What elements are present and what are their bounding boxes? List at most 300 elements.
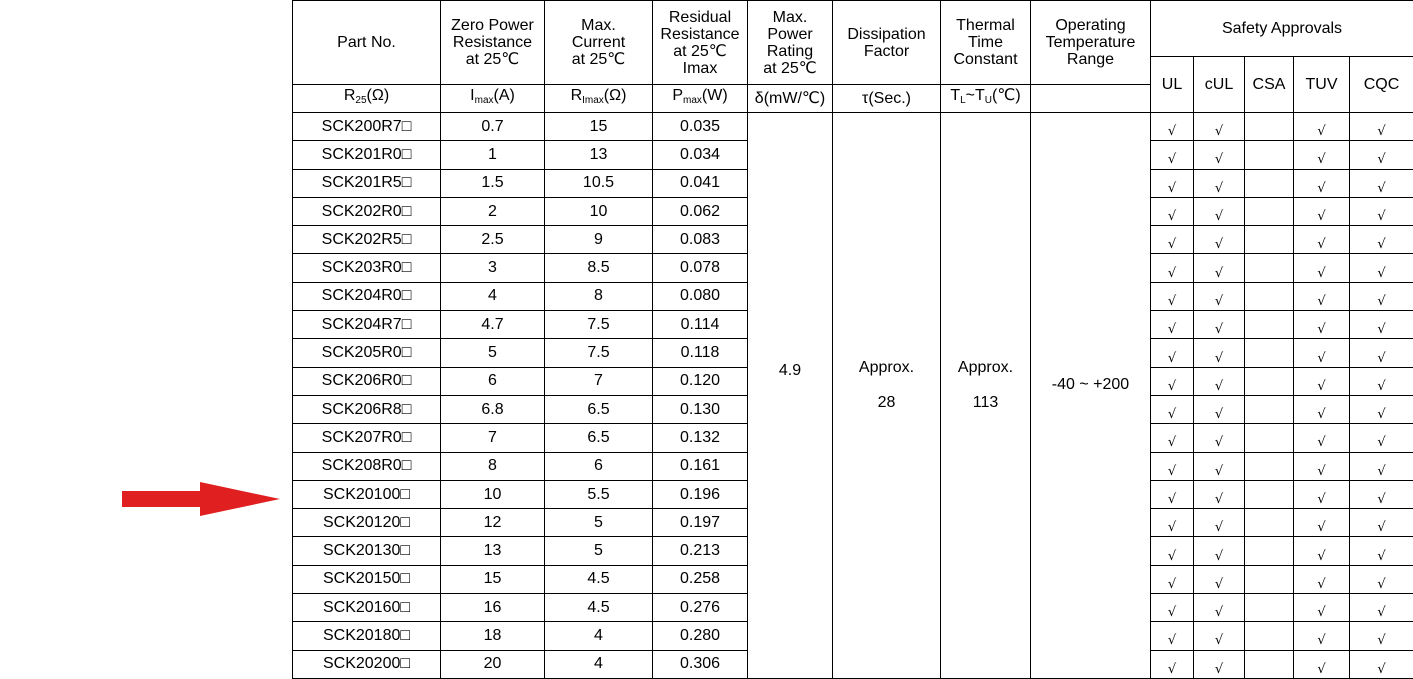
header-line: Resistance — [653, 26, 747, 43]
cell-approval-cul — [1194, 113, 1245, 141]
cell-r25: 10 — [441, 480, 545, 508]
cell-imax: 7 — [545, 367, 653, 395]
cell-approval-ul — [1151, 226, 1194, 254]
unit-rest: (℃) — [992, 87, 1021, 104]
header-line: Residual — [653, 9, 747, 26]
cell-approval-cul — [1194, 197, 1245, 225]
check-mark-icon: √ — [1317, 605, 1325, 620]
cell-approval-ul — [1151, 141, 1194, 169]
check-mark-icon: √ — [1377, 266, 1385, 281]
table-row — [293, 113, 1413, 141]
cell-approval-ul — [1151, 254, 1194, 282]
cell-approval-tuv — [1294, 226, 1350, 254]
check-mark-icon: √ — [1215, 181, 1223, 196]
cell-approval-cqc — [1350, 339, 1413, 367]
header-cqc: CQC — [1350, 57, 1413, 113]
check-mark-icon: √ — [1377, 379, 1385, 394]
cell-approval-csa — [1245, 452, 1294, 480]
cell-approval-tuv — [1294, 367, 1350, 395]
cell-rimax: 0.280 — [653, 622, 748, 650]
check-mark-icon: √ — [1377, 435, 1385, 450]
check-mark-icon: √ — [1377, 351, 1385, 366]
check-mark-icon: √ — [1377, 464, 1385, 479]
cell-max-power — [748, 113, 833, 679]
cell-approval-tuv — [1294, 254, 1350, 282]
cell-r25: 5 — [441, 339, 545, 367]
header-thermal-time-constant — [941, 1, 1031, 85]
check-mark-icon: √ — [1377, 209, 1385, 224]
cell-rimax: 0.114 — [653, 311, 748, 339]
cell-r25: 7 — [441, 424, 545, 452]
unit-sub: Imax — [582, 95, 604, 106]
cell-imax: 10.5 — [545, 169, 653, 197]
check-mark-icon: √ — [1377, 152, 1385, 167]
cell-approval-cul — [1194, 565, 1245, 593]
header-line: Rating — [748, 43, 832, 60]
cell-approval-cqc — [1350, 311, 1413, 339]
cell-approval-cqc — [1350, 622, 1413, 650]
header-line: at 25℃ — [545, 51, 652, 68]
cell-approval-csa — [1245, 141, 1294, 169]
cell-approval-cqc — [1350, 197, 1413, 225]
check-mark-icon: √ — [1215, 520, 1223, 535]
cell-approval-ul — [1151, 622, 1194, 650]
header-csa: CSA — [1245, 57, 1294, 113]
cell-imax: 6 — [545, 452, 653, 480]
header-line: Imax — [653, 60, 747, 77]
cell-rimax: 0.276 — [653, 594, 748, 622]
cell-r25: 6.8 — [441, 395, 545, 423]
cell-approval-tuv — [1294, 282, 1350, 310]
check-mark-icon: √ — [1215, 435, 1223, 450]
cell-approval-csa — [1245, 254, 1294, 282]
cell-rimax: 0.080 — [653, 282, 748, 310]
check-mark-icon: √ — [1377, 124, 1385, 139]
cell-rimax: 0.078 — [653, 254, 748, 282]
cell-imax: 7.5 — [545, 311, 653, 339]
check-mark-icon: √ — [1317, 124, 1325, 139]
check-mark-icon: √ — [1215, 464, 1223, 479]
cell-approval-cul — [1194, 282, 1245, 310]
cell-part-no: SCK202R5□ — [293, 226, 441, 254]
check-mark-icon: √ — [1168, 633, 1176, 648]
check-mark-icon: √ — [1168, 124, 1176, 139]
header-line: Temperature — [1031, 34, 1150, 51]
cell-part-no: SCK20100□ — [293, 480, 441, 508]
cell-approval-cul — [1194, 622, 1245, 650]
unit-mid: ~T — [966, 87, 985, 104]
unit-base: R — [571, 87, 583, 104]
header-line: Thermal — [941, 17, 1030, 34]
cell-approval-cul — [1194, 141, 1245, 169]
cell-approval-ul — [1151, 452, 1194, 480]
cell-approval-ul — [1151, 282, 1194, 310]
cell-approval-csa — [1245, 169, 1294, 197]
check-mark-icon: √ — [1168, 549, 1176, 564]
cell-rimax: 0.213 — [653, 537, 748, 565]
cell-rimax: 0.197 — [653, 509, 748, 537]
check-mark-icon: √ — [1317, 237, 1325, 252]
header-residual-resistance — [653, 1, 748, 85]
check-mark-icon: √ — [1215, 209, 1223, 224]
cell-approval-cqc — [1350, 282, 1413, 310]
cell-r25: 8 — [441, 452, 545, 480]
header-dissipation-factor — [833, 1, 941, 85]
cell-rimax: 0.306 — [653, 650, 748, 678]
cell-imax: 4 — [545, 622, 653, 650]
check-mark-icon: √ — [1168, 322, 1176, 337]
check-mark-icon: √ — [1317, 662, 1325, 677]
cell-approval-cul — [1194, 537, 1245, 565]
cell-rimax: 0.062 — [653, 197, 748, 225]
cell-approval-csa — [1245, 395, 1294, 423]
cell-approval-csa — [1245, 650, 1294, 678]
check-mark-icon: √ — [1317, 633, 1325, 648]
check-mark-icon: √ — [1317, 492, 1325, 507]
cell-operating-range — [1031, 113, 1151, 679]
cell-approval-csa — [1245, 197, 1294, 225]
check-mark-icon: √ — [1215, 237, 1223, 252]
cell-approval-csa — [1245, 113, 1294, 141]
check-mark-icon: √ — [1317, 464, 1325, 479]
cell-approval-csa — [1245, 537, 1294, 565]
unit-sub: max — [475, 95, 494, 106]
check-mark-icon: √ — [1317, 351, 1325, 366]
check-mark-icon: √ — [1377, 633, 1385, 648]
check-mark-icon: √ — [1317, 379, 1325, 394]
check-mark-icon: √ — [1215, 407, 1223, 422]
cell-approval-cul — [1194, 226, 1245, 254]
cell-imax: 15 — [545, 113, 653, 141]
cell-approval-tuv — [1294, 197, 1350, 225]
cell-approval-cqc — [1350, 113, 1413, 141]
cell-part-no: SCK20160□ — [293, 594, 441, 622]
check-mark-icon: √ — [1317, 181, 1325, 196]
cell-part-no: SCK20180□ — [293, 622, 441, 650]
cell-approval-ul — [1151, 367, 1194, 395]
cell-approval-tuv — [1294, 424, 1350, 452]
cell-rimax: 0.120 — [653, 367, 748, 395]
cell-approval-ul — [1151, 480, 1194, 508]
check-mark-icon: √ — [1215, 577, 1223, 592]
check-mark-icon: √ — [1377, 294, 1385, 309]
unit-sub: L — [960, 95, 966, 106]
check-mark-icon: √ — [1377, 605, 1385, 620]
unit-imax — [441, 85, 545, 113]
check-mark-icon: √ — [1215, 633, 1223, 648]
cell-r25: 2.5 — [441, 226, 545, 254]
cell-approval-tuv — [1294, 395, 1350, 423]
cell-approval-csa — [1245, 509, 1294, 537]
check-mark-icon: √ — [1215, 322, 1223, 337]
check-mark-icon: √ — [1215, 266, 1223, 281]
check-mark-icon: √ — [1377, 549, 1385, 564]
operating-range-value: -40 ~ +200 — [1052, 376, 1129, 393]
cell-approval-ul — [1151, 339, 1194, 367]
check-mark-icon: √ — [1317, 549, 1325, 564]
cell-approval-cul — [1194, 650, 1245, 678]
check-mark-icon: √ — [1317, 266, 1325, 281]
cell-imax: 9 — [545, 226, 653, 254]
cell-r25: 0.7 — [441, 113, 545, 141]
cell-approval-cqc — [1350, 650, 1413, 678]
right-arrow-icon — [122, 482, 282, 516]
check-mark-icon: √ — [1377, 662, 1385, 677]
specifications-table — [292, 0, 1413, 679]
cell-part-no: SCK208R0□ — [293, 452, 441, 480]
cell-approval-cqc — [1350, 367, 1413, 395]
check-mark-icon: √ — [1215, 549, 1223, 564]
cell-approval-cul — [1194, 169, 1245, 197]
check-mark-icon: √ — [1215, 662, 1223, 677]
cell-approval-csa — [1245, 226, 1294, 254]
cell-r25: 16 — [441, 594, 545, 622]
check-mark-icon: √ — [1168, 209, 1176, 224]
dissipation-value: 28 — [833, 394, 940, 412]
cell-approval-csa — [1245, 311, 1294, 339]
cell-approval-ul — [1151, 113, 1194, 141]
check-mark-icon: √ — [1317, 577, 1325, 592]
cell-approval-cqc — [1350, 509, 1413, 537]
cell-rimax: 0.161 — [653, 452, 748, 480]
cell-approval-cul — [1194, 311, 1245, 339]
header-part-no: Part No. — [293, 1, 441, 85]
check-mark-icon: √ — [1215, 605, 1223, 620]
cell-approval-cqc — [1350, 565, 1413, 593]
cell-approval-cqc — [1350, 254, 1413, 282]
check-mark-icon: √ — [1168, 407, 1176, 422]
unit-rest: (W) — [702, 87, 728, 104]
cell-r25: 1.5 — [441, 169, 545, 197]
cell-imax: 4 — [545, 650, 653, 678]
check-mark-icon: √ — [1168, 181, 1176, 196]
cell-approval-csa — [1245, 565, 1294, 593]
dissipation-text — [833, 359, 940, 412]
cell-rimax: 0.132 — [653, 424, 748, 452]
cell-approval-cqc — [1350, 226, 1413, 254]
header-line: Resistance — [441, 34, 544, 51]
cell-approval-ul — [1151, 565, 1194, 593]
cell-approval-csa — [1245, 480, 1294, 508]
check-mark-icon: √ — [1377, 181, 1385, 196]
check-mark-icon: √ — [1215, 124, 1223, 139]
cell-approval-tuv — [1294, 650, 1350, 678]
check-mark-icon: √ — [1317, 209, 1325, 224]
check-mark-icon: √ — [1377, 407, 1385, 422]
cell-approval-csa — [1245, 424, 1294, 452]
cell-part-no: SCK207R0□ — [293, 424, 441, 452]
cell-approval-ul — [1151, 395, 1194, 423]
cell-imax: 5.5 — [545, 480, 653, 508]
header-line: Factor — [833, 43, 940, 60]
check-mark-icon: √ — [1168, 351, 1176, 366]
cell-approval-cul — [1194, 367, 1245, 395]
dissipation-approx: Approx. — [833, 359, 940, 377]
cell-r25: 20 — [441, 650, 545, 678]
cell-r25: 6 — [441, 367, 545, 395]
thermal-value: 113 — [941, 394, 1030, 412]
cell-imax: 6.5 — [545, 395, 653, 423]
header-line: Range — [1031, 51, 1150, 68]
header-max-current — [545, 1, 653, 85]
cell-r25: 15 — [441, 565, 545, 593]
cell-approval-ul — [1151, 424, 1194, 452]
cell-approval-cul — [1194, 395, 1245, 423]
cell-rimax: 0.035 — [653, 113, 748, 141]
check-mark-icon: √ — [1215, 492, 1223, 507]
cell-approval-cqc — [1350, 537, 1413, 565]
cell-approval-tuv — [1294, 480, 1350, 508]
cell-approval-ul — [1151, 509, 1194, 537]
cell-part-no: SCK20150□ — [293, 565, 441, 593]
cell-approval-cqc — [1350, 424, 1413, 452]
check-mark-icon: √ — [1317, 407, 1325, 422]
unit-pmax — [653, 85, 748, 113]
check-mark-icon: √ — [1377, 322, 1385, 337]
header-ul: UL — [1151, 57, 1194, 113]
unit-sub: max — [683, 95, 702, 106]
cell-r25: 12 — [441, 509, 545, 537]
cell-approval-cqc — [1350, 594, 1413, 622]
cell-approval-tuv — [1294, 622, 1350, 650]
thermal-approx: Approx. — [941, 359, 1030, 377]
cell-rimax: 0.083 — [653, 226, 748, 254]
cell-part-no: SCK204R7□ — [293, 311, 441, 339]
unit-time-constant: τ(Sec.) — [833, 85, 941, 113]
cell-approval-ul — [1151, 311, 1194, 339]
header-tuv: TUV — [1294, 57, 1350, 113]
unit-rest: (Ω) — [604, 87, 627, 104]
check-mark-icon: √ — [1168, 379, 1176, 394]
check-mark-icon: √ — [1377, 237, 1385, 252]
unit-temperature — [941, 85, 1031, 113]
cell-imax: 5 — [545, 509, 653, 537]
cell-rimax: 0.118 — [653, 339, 748, 367]
header-row — [293, 1, 1413, 57]
cell-approval-ul — [1151, 650, 1194, 678]
cell-part-no: SCK202R0□ — [293, 197, 441, 225]
cell-approval-tuv — [1294, 452, 1350, 480]
cell-imax: 10 — [545, 197, 653, 225]
cell-approval-tuv — [1294, 565, 1350, 593]
check-mark-icon: √ — [1168, 662, 1176, 677]
max-power-value: 4.9 — [779, 362, 801, 379]
unit-rest: (A) — [494, 87, 515, 104]
cell-part-no: SCK206R8□ — [293, 395, 441, 423]
unit-base: P — [672, 87, 683, 104]
cell-approval-cul — [1194, 339, 1245, 367]
thermal-text — [941, 359, 1030, 412]
check-mark-icon: √ — [1377, 520, 1385, 535]
cell-approval-cul — [1194, 254, 1245, 282]
check-mark-icon: √ — [1168, 152, 1176, 167]
check-mark-icon: √ — [1215, 351, 1223, 366]
check-mark-icon: √ — [1168, 520, 1176, 535]
check-mark-icon: √ — [1215, 152, 1223, 167]
cell-part-no: SCK206R0□ — [293, 367, 441, 395]
unit-dissipation: δ(mW/℃) — [748, 85, 833, 113]
check-mark-icon: √ — [1317, 152, 1325, 167]
cell-imax: 4.5 — [545, 565, 653, 593]
cell-imax: 13 — [545, 141, 653, 169]
cell-approval-cul — [1194, 509, 1245, 537]
cell-imax: 8 — [545, 282, 653, 310]
cell-part-no: SCK204R0□ — [293, 282, 441, 310]
unit-sub: 25 — [355, 95, 366, 106]
cell-approval-cqc — [1350, 141, 1413, 169]
cell-approval-cul — [1194, 424, 1245, 452]
cell-approval-cul — [1194, 452, 1245, 480]
header-line: Constant — [941, 51, 1030, 68]
cell-approval-ul — [1151, 594, 1194, 622]
cell-approval-tuv — [1294, 169, 1350, 197]
cell-approval-tuv — [1294, 537, 1350, 565]
header-zero-power-resistance — [441, 1, 545, 85]
check-mark-icon: √ — [1168, 577, 1176, 592]
cell-approval-tuv — [1294, 311, 1350, 339]
cell-approval-cqc — [1350, 169, 1413, 197]
unit-base: T — [950, 87, 960, 104]
cell-approval-cqc — [1350, 480, 1413, 508]
cell-approval-tuv — [1294, 594, 1350, 622]
header-operating-temperature-range — [1031, 1, 1151, 85]
cell-approval-csa — [1245, 594, 1294, 622]
cell-r25: 4.7 — [441, 311, 545, 339]
cell-approval-tuv — [1294, 339, 1350, 367]
header-line: Zero Power — [441, 17, 544, 34]
check-mark-icon: √ — [1215, 294, 1223, 309]
unit-base: I — [470, 87, 474, 104]
unit-rimax — [545, 85, 653, 113]
check-mark-icon: √ — [1168, 294, 1176, 309]
check-mark-icon: √ — [1168, 435, 1176, 450]
cell-approval-ul — [1151, 197, 1194, 225]
header-line: at 25℃ — [653, 43, 747, 60]
unit-base: R — [344, 87, 356, 104]
cell-approval-csa — [1245, 282, 1294, 310]
check-mark-icon: √ — [1317, 435, 1325, 450]
cell-part-no: SCK201R5□ — [293, 169, 441, 197]
cell-approval-cul — [1194, 480, 1245, 508]
header-line: Current — [545, 34, 652, 51]
cell-imax: 4.5 — [545, 594, 653, 622]
cell-r25: 1 — [441, 141, 545, 169]
cell-part-no: SCK203R0□ — [293, 254, 441, 282]
cell-approval-csa — [1245, 367, 1294, 395]
cell-approval-tuv — [1294, 509, 1350, 537]
cell-part-no: SCK20200□ — [293, 650, 441, 678]
check-mark-icon: √ — [1168, 464, 1176, 479]
check-mark-icon: √ — [1317, 294, 1325, 309]
cell-part-no: SCK20120□ — [293, 509, 441, 537]
header-line: at 25℃ — [441, 51, 544, 68]
check-mark-icon: √ — [1168, 266, 1176, 281]
cell-part-no: SCK205R0□ — [293, 339, 441, 367]
cell-rimax: 0.130 — [653, 395, 748, 423]
cell-approval-tuv — [1294, 141, 1350, 169]
header-line: at 25℃ — [748, 60, 832, 77]
check-mark-icon: √ — [1317, 520, 1325, 535]
check-mark-icon: √ — [1317, 322, 1325, 337]
header-max-power-rating — [748, 1, 833, 85]
cell-part-no: SCK201R0□ — [293, 141, 441, 169]
unit-rest: (Ω) — [367, 87, 390, 104]
cell-thermal-time-constant — [941, 113, 1031, 679]
check-mark-icon: √ — [1377, 577, 1385, 592]
header-safety-approvals: Safety Approvals — [1151, 1, 1413, 57]
cell-part-no: SCK200R7□ — [293, 113, 441, 141]
header-line: Power — [748, 26, 832, 43]
